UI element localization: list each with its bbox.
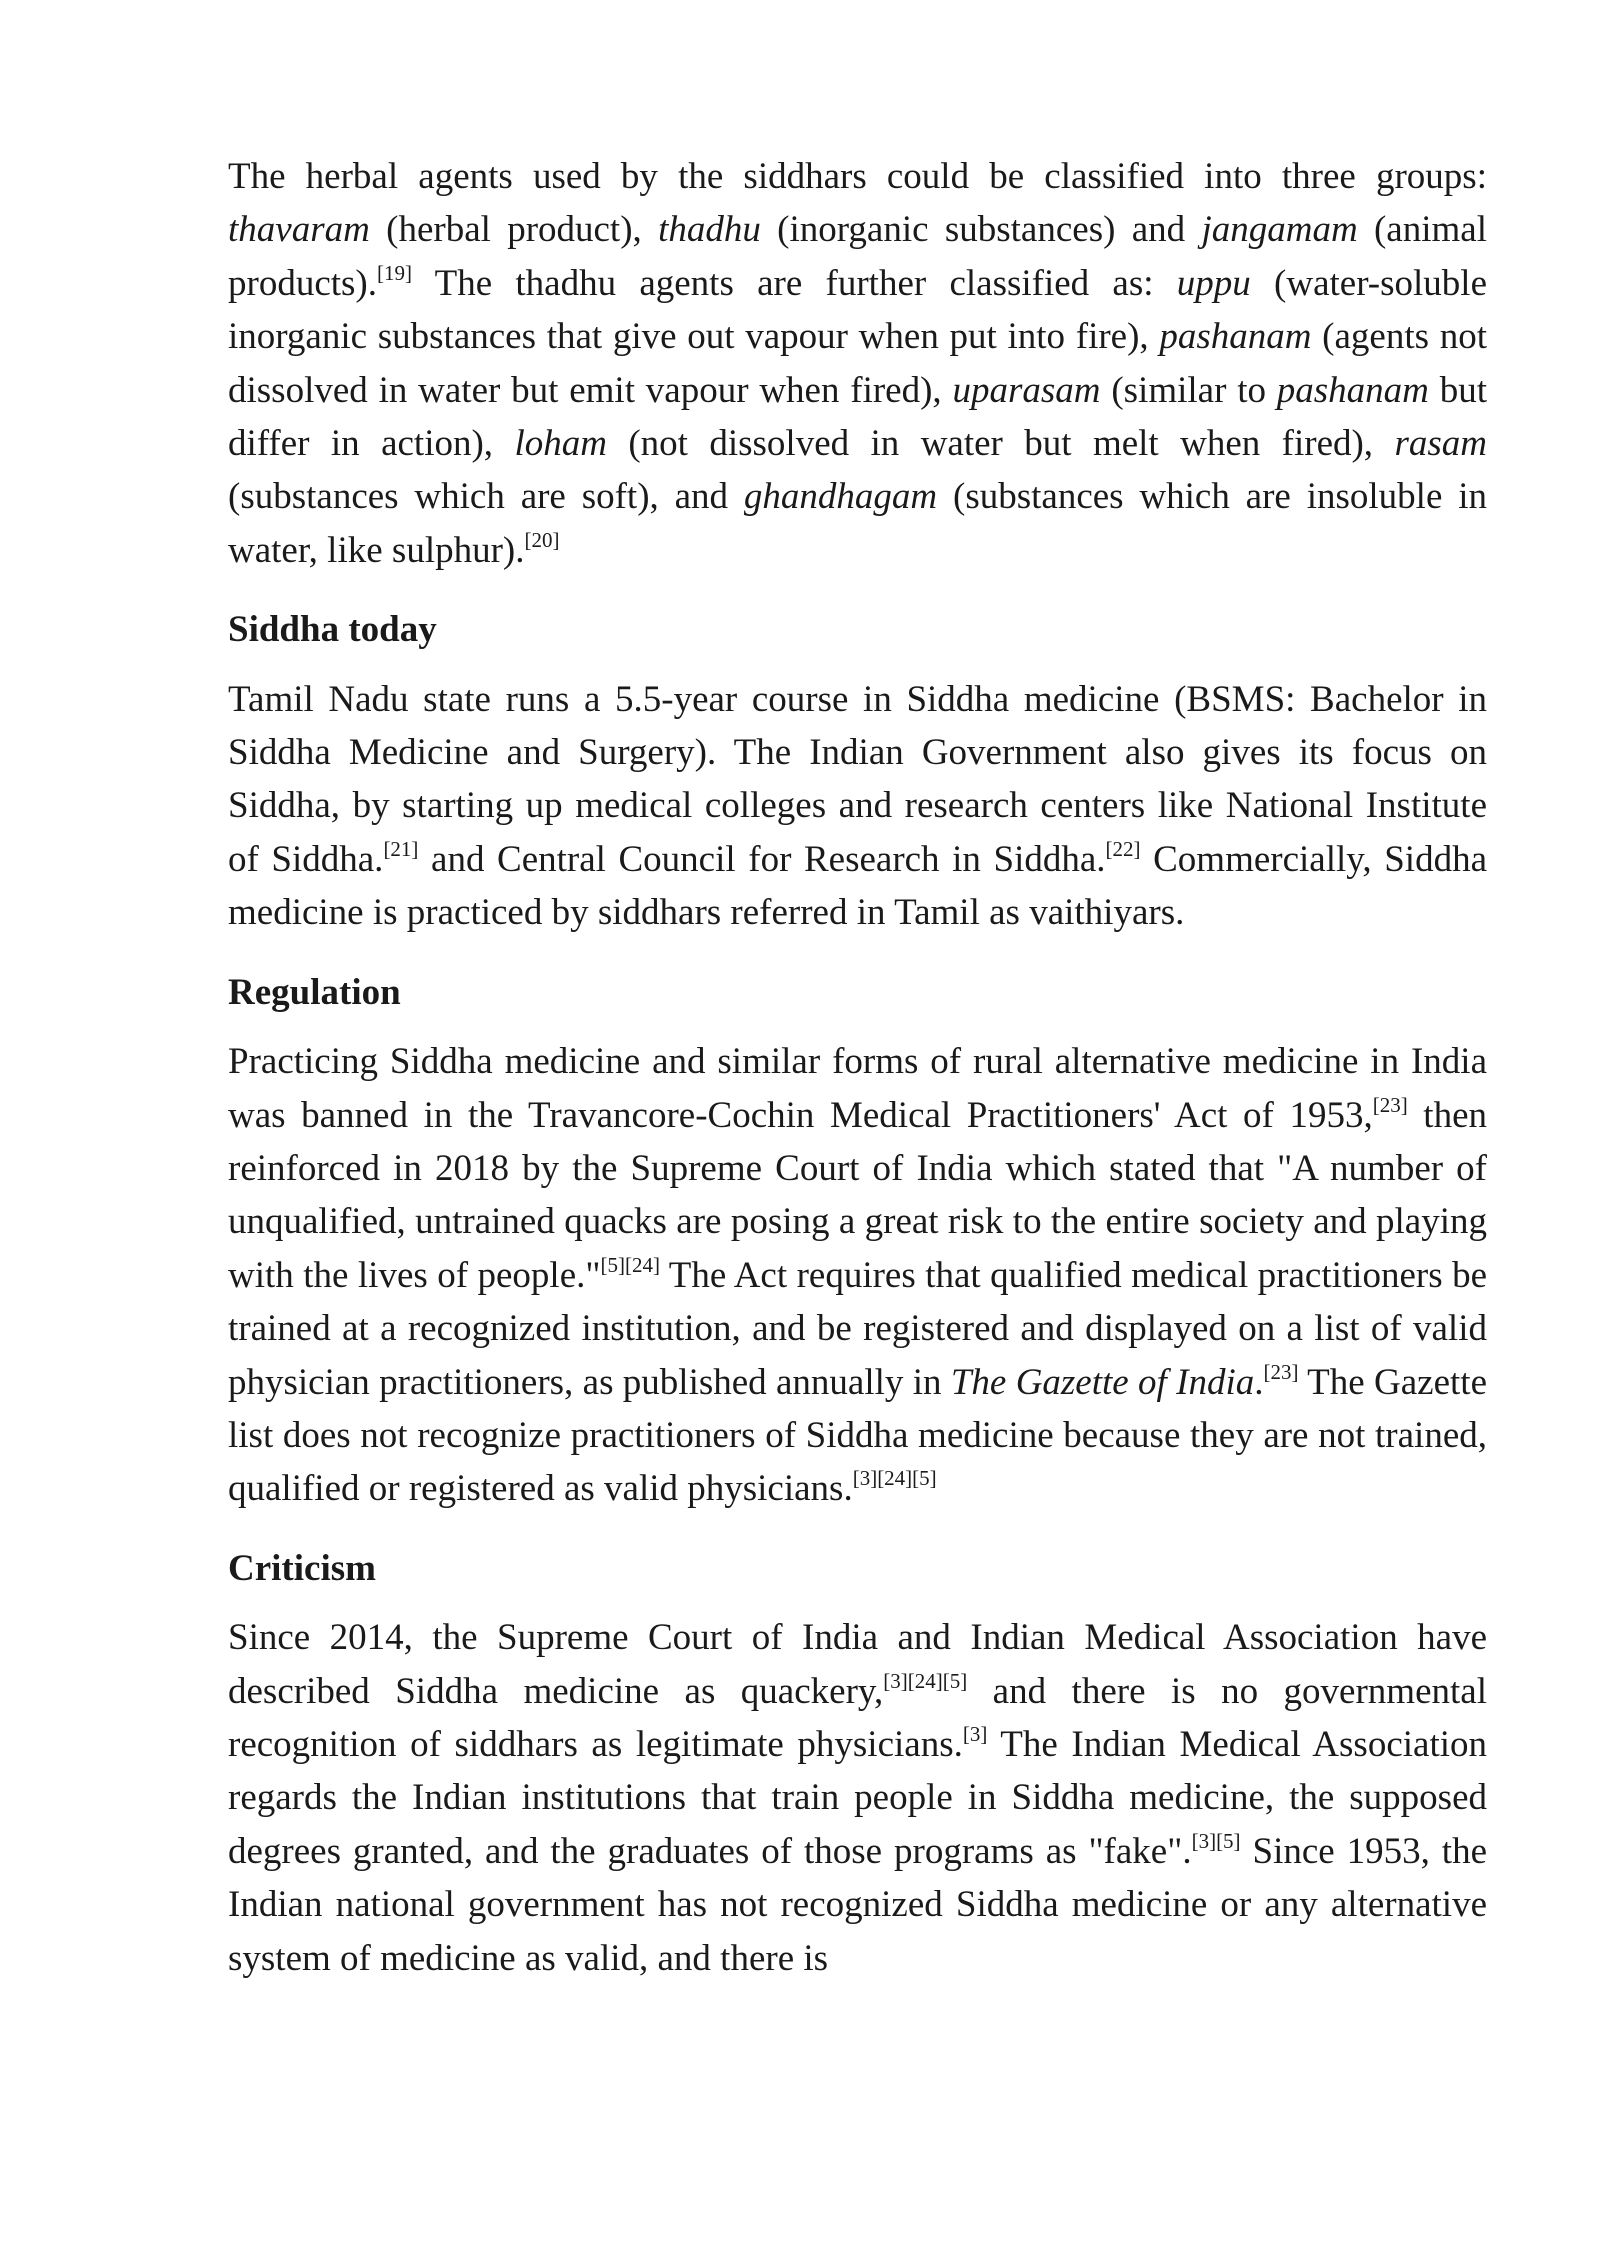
text-run: (inorganic substances) and xyxy=(760,209,1202,251)
text-run: (agents not dissolved in water but emit vapour when fired), xyxy=(228,316,1487,411)
text-run: Since 1953, the Indian national government has not recognized Siddha medicine or any alternative system of medicine as valid, and there is xyxy=(228,1830,1488,1979)
heading-criticism: Criticism xyxy=(228,1547,376,1589)
text-run: but differ in action), xyxy=(228,369,1487,465)
text-run: and there is no governmental recognition of siddhars as legitimate physicians. xyxy=(228,1670,1487,1765)
text-run: Tamil Nadu state runs a 5.5-year course in Siddha medicine (BSMS: Bachelor in Siddha Medicine and Surgery). The Indian Government also gives its focus on Siddha, by starting up medical colleges and research centers like National Institute of Siddha. xyxy=(228,678,1487,880)
italic-term: pashanam xyxy=(1159,316,1312,358)
text-run: (animal products). xyxy=(228,209,1487,304)
text-run: . xyxy=(1254,1361,1264,1403)
text-run: Since 2014, the Supreme Court of India and Indian Medical Association have described Siddha medicine as quackery, xyxy=(228,1617,1487,1712)
text-run: The herbal agents used by the siddhars could be classified into three groups: xyxy=(228,156,1487,197)
citation-ref[interactable]: [3] xyxy=(962,1721,988,1746)
paragraph-criticism xyxy=(228,1611,1487,1985)
citation-ref[interactable]: [23] xyxy=(1372,1092,1408,1117)
text-run: (substances which are insoluble in water, like sulphur). xyxy=(228,476,1487,571)
text-run: (similar to xyxy=(1100,369,1277,411)
text-run: The Gazette list does not recognize practitioners of Siddha medicine because they are not trained, qualified or registered as valid physicians. xyxy=(228,1361,1488,1510)
citation-ref[interactable]: [21] xyxy=(383,836,419,861)
text-run: The thadhu agents are further classified as: xyxy=(412,262,1177,304)
italic-term: ghandhagam xyxy=(743,476,938,518)
text-run: The Indian Medical Association regards the Indian institutions that train people in Siddha medicine, the supposed degrees granted, and the graduates of those programs as "fake". xyxy=(228,1723,1488,1872)
italic-term: uppu xyxy=(1176,262,1251,304)
citation-ref[interactable]: [22] xyxy=(1105,836,1141,861)
text-run: (substances which are soft), and xyxy=(228,476,744,518)
italic-term: The Gazette of India xyxy=(950,1361,1255,1403)
citation-ref[interactable]: [3][24][5] xyxy=(883,1668,968,1693)
citation-ref[interactable]: [19] xyxy=(377,260,412,285)
text-run: then reinforced in 2018 by the Supreme Court of India which stated that "A number of unqualified, untrained quacks are posing a great risk to the entire society and playing with the lives of people." xyxy=(228,1094,1487,1296)
italic-term: pashanam xyxy=(1276,369,1429,411)
italic-term: jangamam xyxy=(1201,209,1358,251)
paragraph-herbal-agents xyxy=(228,150,1487,577)
italic-term: uparasam xyxy=(952,369,1101,411)
text-run: and Central Council for Research in Siddha. xyxy=(418,838,1106,880)
citation-ref[interactable]: [23] xyxy=(1263,1359,1299,1384)
heading-siddha-today: Siddha today xyxy=(228,609,437,651)
citation-ref[interactable]: [3][5] xyxy=(1191,1828,1241,1853)
italic-term: thadhu xyxy=(658,209,761,251)
heading-regulation: Regulation xyxy=(228,971,401,1013)
italic-term: thavaram xyxy=(228,209,370,251)
text-run: (water-soluble inorganic substances that give out vapour when put into fire), xyxy=(228,262,1487,358)
text-run: Commercially, Siddha medicine is practiced by siddhars referred in Tamil as vaithiyars. xyxy=(228,838,1488,934)
italic-term: loham xyxy=(514,423,607,465)
citation-ref[interactable]: [20] xyxy=(524,527,560,552)
paragraph-regulation xyxy=(228,1035,1487,1516)
text-run: (not dissolved in water but melt when fired), xyxy=(606,423,1395,465)
paragraph-siddha-today xyxy=(228,673,1487,940)
italic-term: rasam xyxy=(1394,423,1487,465)
citation-ref[interactable]: [5][24] xyxy=(600,1252,660,1277)
citation-ref[interactable]: [3][24][5] xyxy=(852,1466,937,1491)
text-run: (herbal product), xyxy=(369,209,659,251)
text-run: The Act requires that qualified medical practitioners be trained at a recognized institution, and be registered and displayed on a list of valid physician practitioners, as published annually in xyxy=(228,1254,1487,1403)
text-run: Practicing Siddha medicine and similar forms of rural alternative medicine in India was banned in the Travancore-Cochin Medical Practitioners' Act of 1953, xyxy=(228,1041,1487,1136)
